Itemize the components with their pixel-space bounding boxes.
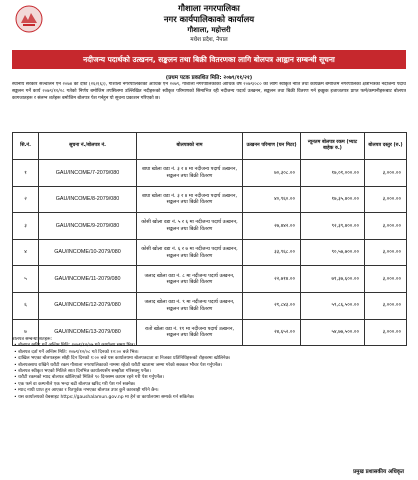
cell-serial: १ (13, 160, 39, 187)
publish-date: (प्रथम पटक प्रकाशित मिति: २०७९/११/२१) (165, 75, 253, 81)
cell-min-amount: ५९,८६,५००.०० (301, 292, 365, 319)
cell-fee: ३,०००.०० (365, 160, 407, 187)
cell-quantity: २१,८४३.०० (243, 292, 301, 319)
cell-serial: ६ (13, 292, 39, 319)
office-name: नगर कार्यपालिकाको कार्यालय (163, 14, 255, 24)
header-min-amount: न्यूनतम बोलपत्र रकम (भ्याट बाहेक रु.) (301, 133, 365, 160)
cell-min-amount: ५४,७७,५००.०० (301, 319, 365, 346)
bid-table (12, 132, 407, 346)
note-item: • बोलपत्रसाथ राखिने धरौटी रकम गौशाला नगरपालिकाको नाममा रहेको धरौटी खातामा जम्मा गरेको सक्कल भौचर पेश गर्नुपर्नेछ। (12, 363, 406, 369)
header-fee: बोलपत्र दस्तुर (रु.) (365, 133, 407, 160)
notes-section (12, 337, 406, 464)
header-quantity: उत्खनन परिमाण (घन मिटर) (243, 133, 301, 160)
note-item: • एक फर्म वा कम्पनीले एक भन्दा बढी बोलपत्र खरिद गरी पेश गर्न सक्नेछ। (12, 382, 406, 388)
office-location: गौशाला, महोत्तरी (187, 26, 231, 34)
cell-min-amount: ९२,३९,४००.०० (301, 213, 365, 240)
cell-fee: ३,०००.०० (365, 319, 407, 346)
cell-min-amount: १७,३५,४००.०० (301, 186, 365, 213)
header-serial: सि.नं. (13, 133, 39, 160)
table-row (13, 239, 407, 266)
cell-min-amount: ९०,५७,७००.०० (301, 239, 365, 266)
intro-paragraph: स्थानीय सरकार सञ्चालन ऐन २०७४ को दफा (२६२(६)), गौशाला नगरपालिकाको आर्थिक ऐन २०७९, गौशाला नगरपालिकाको आर्थिक वर्ष २०७९/०८० का लागि स्वीकृत नीति तथा कार्यक्रम बमोजिम नगरपालिका क्षेत्रभित्रका नदीजन्य पदार्थ सङ्कलन गर्ने कार्य २०७९/११/२८ गतेको निर्णय बमोजिम तपसिलमा उल्लिखित नदीहरूको स्वीकृत परिमाणको सिमाभित्र रही नदीजन्य पदार्थ उत्खनन, सङ्कलन तथा बिक्री वितरण गर्न इच्छुक इजाजतपत्र प्राप्त फर्म/कम्पनीहरूबाट बोलपत्र कागजातहरू र संलग्न शर्तहरू बमोजिम बोलपत्र पेश गर्नहुन यो सूचना प्रकाशन गरिएको छ। (12, 82, 406, 101)
header-notice-number: सूचना नं./बोलपत्र नं. (39, 133, 137, 160)
table-row (13, 186, 407, 213)
cell-fee: ३,०००.०० (365, 213, 407, 240)
cell-quantity: ३३,९६८.०० (243, 239, 301, 266)
cell-notice-number: GAU/INCOME/8-2079/080 (39, 186, 137, 213)
cell-serial: ५ (13, 266, 39, 293)
notice-title-banner: नदीजन्य पदार्थको उत्खनन, सङ्कलन तथा बिक्री वितरणका लागि बोलपत्र आह्वान सम्बन्धी सूचना (12, 50, 406, 69)
table-row (13, 266, 407, 293)
note-item: • दाखिल भएका बोलपत्रहरू सोही दिन दिनको १:०० बजे यस कार्यालयमा बोलपत्रदाता वा निजका प्रतिनिधिहरूको रोहबरमा खोलिनेछ। (12, 356, 406, 362)
cell-notice-number: GAU/INCOME/12-2079/080 (39, 292, 137, 319)
note-item: • म्याद नाघी प्राप्त हुन आएका र रितपूर्वक नभएका बोलपत्र उपर कुनै कारबाही गरिने छैन। (12, 388, 406, 394)
cell-quantity: ७०,३०८.०० (243, 160, 301, 187)
cell-bid-name: बाघा खोला वडा नं. ३ र ४ मा नदीजन्य पदार्थ उत्खनन, सङ्कलन तथा बिक्री वितरण (137, 186, 243, 213)
cell-quantity: २४,६५२.०० (243, 319, 301, 346)
note-item: • यस कार्यालयको वेबसाइट https://gaushalamun.gov.np मा हेर्न वा कार्यालयमा सम्पर्क गर्न सकिनेछ। (12, 395, 406, 401)
note-item: • धरौटी रकमको म्याद बोलपत्र खोलिएको मितिले ९० दिनसम्म कायम रहने गरी पेश गर्नुपर्नेछ। (12, 375, 406, 381)
cell-serial: २ (13, 186, 39, 213)
cell-bid-name: जलाद खोला वडा नं. ९ मा नदीजन्य पदार्थ उत्खनन, सङ्कलन तथा बिक्री वितरण (137, 292, 243, 319)
header-bid-name: बोलपत्रको नाम (137, 133, 243, 160)
table-row (13, 213, 407, 240)
cell-fee: ३,०००.०० (365, 292, 407, 319)
cell-min-amount: १७,०१,०००.०० (301, 160, 365, 187)
note-item: • बोलपत्र दर्ता गर्ने अन्तिम मिति: २०७९/१२/०८ गते दिनको १२:०० बजे भित्र। (12, 350, 406, 356)
cell-serial: ३ (13, 213, 39, 240)
signature-title: प्रमुख प्रशासकीय अधिकृत (353, 469, 404, 475)
cell-bid-name: जलाद खोला वडा नं. ८ मा नदीजन्य पदार्थ उत्खनन, सङ्कलन तथा बिक्री वितरण (137, 266, 243, 293)
cell-fee: ३,०००.०० (365, 266, 407, 293)
cell-quantity: २२,७१४.०० (243, 266, 301, 293)
cell-notice-number: GAU/INCOME/10-2079/080 (39, 239, 137, 266)
cell-notice-number: GAU/INCOME/9-2079/080 (39, 213, 137, 240)
notes-heading: बोलपत्र सम्बन्धी शर्तहरू: (12, 337, 52, 342)
cell-bid-name: कोसी खोला वडा नं. ६ र ७ मा नदीजन्य पदार्थ उत्खनन, सङ्कलन तथा बिक्री वितरण (137, 239, 243, 266)
cell-fee: ३,०००.०० (365, 239, 407, 266)
cell-quantity: २७,४४२.०० (243, 213, 301, 240)
table-header-row (13, 133, 407, 160)
cell-bid-name: कोसी खोला वडा नं. ५ र ६ मा नदीजन्य पदार्थ उत्खनन, सङ्कलन तथा बिक्री वितरण (137, 213, 243, 240)
cell-bid-name: रातो खोला वडा नं. ११ मा नदीजन्य पदार्थ उत्खनन, सङ्कलन तथा बिक्री वितरण (137, 319, 243, 346)
cell-serial: ४ (13, 239, 39, 266)
cell-notice-number: GAU/INCOME/7-2079/080 (39, 160, 137, 187)
cell-min-amount: ७१,३७,६००.०० (301, 266, 365, 293)
cell-notice-number: GAU/INCOME/13-2079/080 (39, 319, 137, 346)
note-item: • बोलपत्र स्वीकृत भएको मितिले सात दिनभित्र कार्यालयसँग सम्झौता गरिसक्नु पर्नेछ। (12, 369, 406, 375)
municipality-name: गौशाला नगरपालिका (178, 3, 240, 13)
province-country: मधेश प्रदेश, नेपाल (190, 37, 228, 43)
cell-serial: ७ (13, 319, 39, 346)
table-row (13, 160, 407, 187)
note-item: • बोलपत्र खरिद गर्ने अन्तिम मिति: २०७९/१२/०७ गते कार्यालय समय भित्र। (12, 343, 406, 349)
cell-bid-name: बाघा खोला वडा नं. ३ र ४ मा नदीजन्य पदार्थ उत्खनन, सङ्कलन तथा बिक्री वितरण (137, 160, 243, 187)
cell-quantity: ४०,९६०.०० (243, 186, 301, 213)
cell-fee: ३,०००.०० (365, 186, 407, 213)
cell-notice-number: GAU/INCOME/11-2079/080 (39, 266, 137, 293)
table-row (13, 292, 407, 319)
